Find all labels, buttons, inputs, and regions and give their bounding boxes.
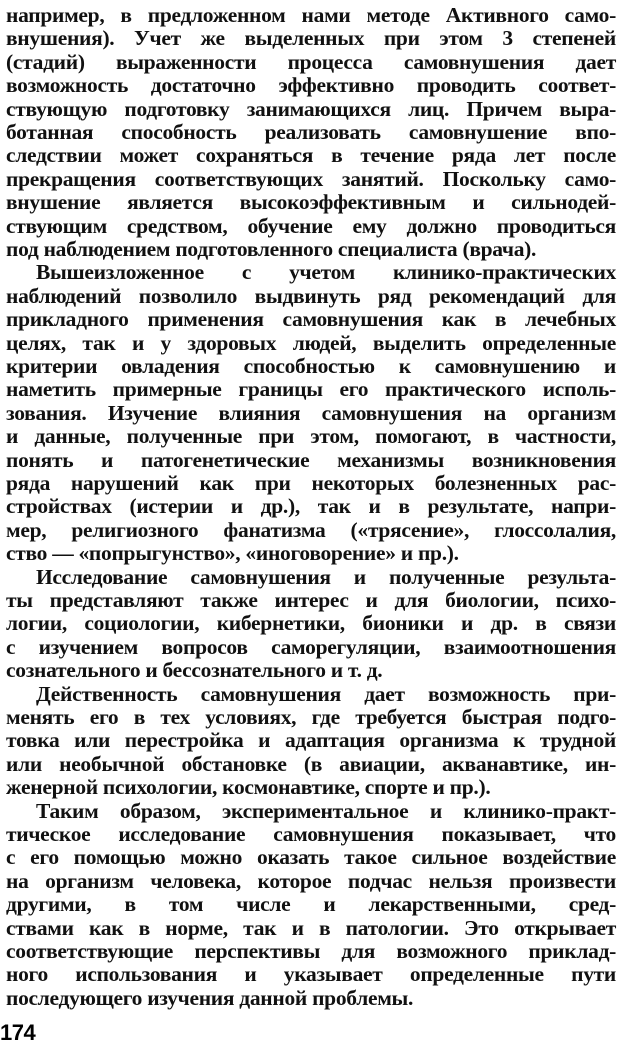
text-line: внушения). Учет же выделенных при этом 3 степеней (6, 26, 616, 51)
text-line: другими, в том числе и лекарственными, сред- (6, 892, 616, 917)
text-line: и данные, полученные при этом, помогают, в частности, (6, 424, 616, 449)
text-line: ствующую подготовку занимающихся лиц. Причем выра- (6, 96, 616, 121)
text-line: ботанная способность реализовать самовнушение впо- (6, 120, 616, 144)
text-line: с его помощью можно оказать такое сильное воздействие (6, 845, 616, 870)
paragraph-end-line: последующего изучения данной проблемы. (6, 985, 414, 1010)
paragraph-first-line: Вышеизложенное с учетом клинико-практических (36, 260, 616, 285)
text-line: логии, социологии, кибернетики, бионики и др. в связи (6, 611, 616, 636)
text-line: понять и патогенетические механизмы возникновения (6, 447, 616, 472)
text-line: зования. Изучение влияния самовнушения на организм (6, 400, 616, 425)
text-line: например, в предложенном нами методе Активного само- (6, 3, 616, 27)
paragraph-end-line: женерной психологии, космонавтике, спорте и пр.). (6, 775, 491, 800)
text-line: на организм человека, которое подчас нельзя произвести (6, 868, 616, 893)
text-line: или необычной обстановке (в авиации, акванавтике, ин- (6, 751, 616, 776)
text-line: с изучением вопросов саморегуляции, взаимоотношения (6, 634, 616, 659)
text-line: ты представляют также интерес и для биологии, психо- (6, 588, 616, 612)
text-line: возможность достаточно эффективно проводить соответ- (6, 73, 616, 98)
text-line: наметить примерные границы его практического исполь- (6, 377, 616, 402)
text-line: стройствах (истерии и др.), так и в результате, напри- (6, 494, 616, 519)
text-line: прекращения соответствующих занятий. Поскольку само- (6, 166, 616, 191)
page-number: 174 (0, 1020, 36, 1045)
text-line: целях, так и у здоровых людей, выделить определенные (6, 330, 616, 355)
paragraph-first-line: Таким образом, экспериментальное и клинико-практ- (36, 798, 616, 823)
text-line: прикладного применения самовнушения как в лечебных (6, 307, 616, 332)
paragraph-end-line: ство — «попрыгунство», «иноговорение» и пр.). (6, 541, 459, 566)
paragraph-first-line: Действенность самовнушения дает возможность при- (36, 681, 616, 706)
text-line: менять его в тех условиях, где требуется быстрая подго- (6, 705, 616, 729)
text-line: соответствующие перспективы для возможного приклад- (6, 939, 616, 963)
text-line: мер, религиозного фанатизма («трясение», глоссолалия, (6, 517, 616, 542)
book-page (6, 0, 616, 1049)
text-line: ного использования и указывает определенные пути (6, 962, 616, 987)
text-line: внушение является высокоэффективным и сильнодей- (6, 190, 616, 215)
text-line: следствии может сохраняться в течение ряда лет после (6, 143, 616, 168)
text-line: наблюдений позволило выдвинуть ряд рекомендаций для (6, 283, 616, 308)
text-line: (стадий) выраженности процесса самовнушения дает (6, 49, 616, 74)
text-line: ряда нарушений как при некоторых болезненных рас- (6, 471, 616, 495)
text-line: тическое исследование самовнушения показывает, что (6, 822, 616, 846)
text-line: ствами как в норме, так и в патологии. Это открывает (6, 915, 616, 940)
text-line: товка или перестройка и адаптация организма к трудной (6, 728, 616, 753)
paragraph-first-line: Исследование самовнушения и полученные результа- (36, 564, 616, 589)
text-line: критерии овладения способностью к самовнушению и (6, 354, 616, 378)
paragraph-end-line: сознательного и бессознательного и т. д. (6, 658, 383, 683)
text-line: ствующим средством, обучение ему должно проводиться (6, 213, 616, 238)
paragraph-end-line: под наблюдением подготовленного специалиста (врача). (6, 237, 537, 261)
